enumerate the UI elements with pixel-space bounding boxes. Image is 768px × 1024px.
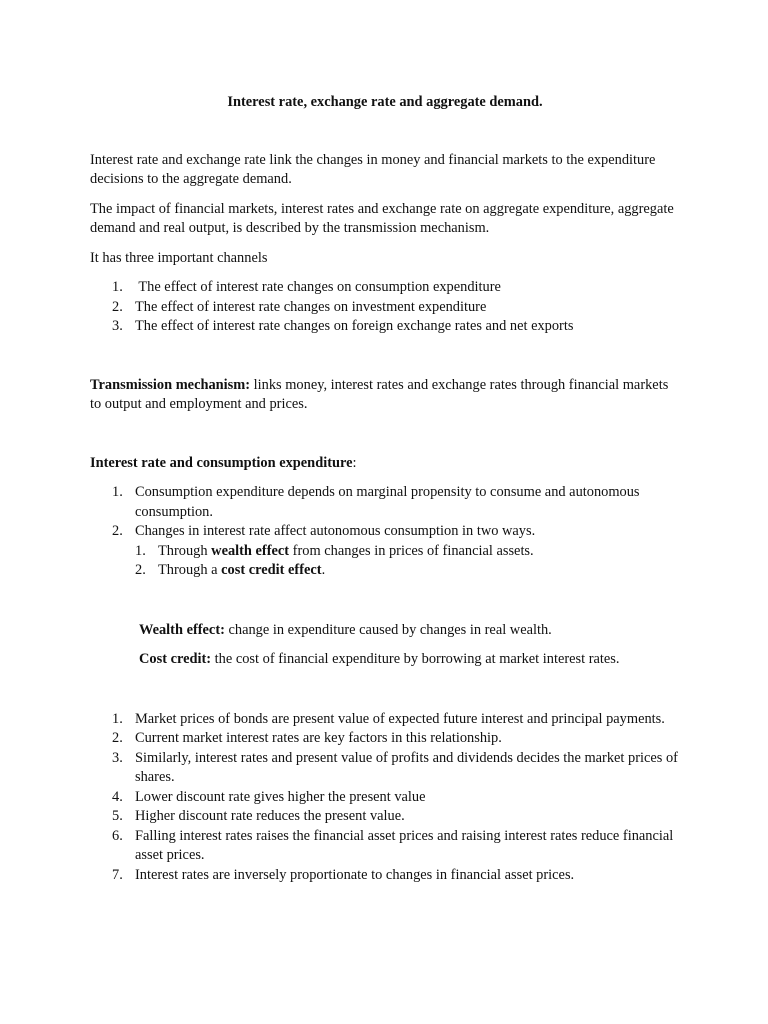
list-item (90, 278, 680, 298)
list-item (90, 788, 680, 808)
list-item (90, 317, 680, 337)
definition-label: Wealth effect: (139, 621, 225, 638)
list-item (90, 710, 680, 730)
list-number: 2. (112, 298, 123, 315)
list-text: Consumption expenditure depends on marginal propensity to consume and autonomous consumption. (135, 484, 640, 520)
list-number: 7. (112, 866, 123, 883)
channels-list (90, 278, 680, 337)
list-number: 1. (135, 542, 146, 559)
list-item (90, 827, 680, 866)
list-text: Falling interest rates raises the financial asset prices and raising interest rates reduce financial asset prices. (135, 827, 674, 863)
intro-paragraph-1: Interest rate and exchange rate link the changes in money and financial markets to the expenditure decisions to the aggregate demand. (90, 151, 656, 187)
list-number: 4. (112, 788, 123, 805)
list-number: 2. (135, 562, 146, 578)
list-number: 1. (112, 484, 123, 500)
transmission-label: Transmission mechanism: (90, 376, 251, 393)
consumption-heading (90, 454, 680, 474)
list-item (90, 749, 680, 788)
list-text: The effect of interest rate changes on consumption expenditure (135, 279, 501, 295)
document-title: Interest rate, exchange rate and aggregate demand. (227, 94, 543, 110)
list-number: 2. (112, 730, 123, 746)
list-text: The effect of interest rate changes on foreign exchange rates and net exports (135, 318, 574, 334)
intro-paragraph-3: It has three important channels (90, 249, 268, 266)
sub-text-pre: Through (158, 542, 212, 559)
sub-text-pre: Through a (158, 562, 222, 578)
list-item (90, 298, 680, 318)
document-body (90, 93, 680, 885)
list-number: 6. (112, 827, 123, 844)
list-item (90, 483, 680, 522)
list-text: Higher discount rate reduces the present value. (135, 808, 405, 824)
definition-label: Cost credit: (139, 651, 212, 667)
consumption-list (90, 483, 680, 581)
list-item (90, 729, 680, 749)
sub-list-item (90, 542, 680, 562)
transmission-text: links money, interest rates and exchange rates through financial markets to output and employment and prices. (90, 376, 669, 412)
list-item (90, 866, 680, 886)
list-text: Current market interest rates are key factors in this relationship. (135, 730, 502, 746)
definition-wealth-effect (90, 621, 680, 641)
consumption-heading-suffix: : (352, 454, 357, 471)
intro-paragraph-2: The impact of financial markets, interest rates and exchange rate on aggregate expenditure, aggregate demand and real output, is described by the transmission mechanism. (90, 200, 674, 236)
list-text: Similarly, interest rates and present value of profits and dividends decides the market prices of shares. (135, 749, 678, 785)
list-number: 1. (112, 710, 123, 727)
list-number: 1. (112, 279, 123, 295)
definition-text: change in expenditure caused by changes in real wealth. (224, 621, 552, 638)
definition-text: the cost of financial expenditure by borrowing at market interest rates. (211, 651, 620, 667)
sub-list-item (90, 561, 680, 581)
list-number: 3. (112, 318, 123, 334)
list-text: Changes in interest rate affect autonomous consumption in two ways. (135, 523, 536, 539)
sub-text-post: from changes in prices of financial assets. (289, 542, 534, 559)
sub-text-bold: wealth effect (211, 542, 290, 559)
list-text: The effect of interest rate changes on investment expenditure (135, 298, 487, 315)
list-number: 3. (112, 749, 123, 766)
list-number: 5. (112, 808, 123, 824)
list-text: Lower discount rate gives higher the present value (135, 788, 426, 805)
definition-cost-credit (90, 650, 680, 670)
list-text: Interest rates are inversely proportionate to changes in financial asset prices. (135, 866, 575, 883)
list-text: Market prices of bonds are present value of expected future interest and principal payments. (135, 710, 665, 727)
list-item (90, 522, 680, 542)
sub-text-post: . (321, 562, 326, 578)
transmission-paragraph (90, 376, 680, 415)
consumption-heading-label: Interest rate and consumption expenditure (90, 454, 353, 471)
asset-price-list (90, 710, 680, 886)
sub-text-bold: cost credit effect (221, 562, 322, 578)
list-number: 2. (112, 523, 123, 539)
list-item (90, 807, 680, 827)
